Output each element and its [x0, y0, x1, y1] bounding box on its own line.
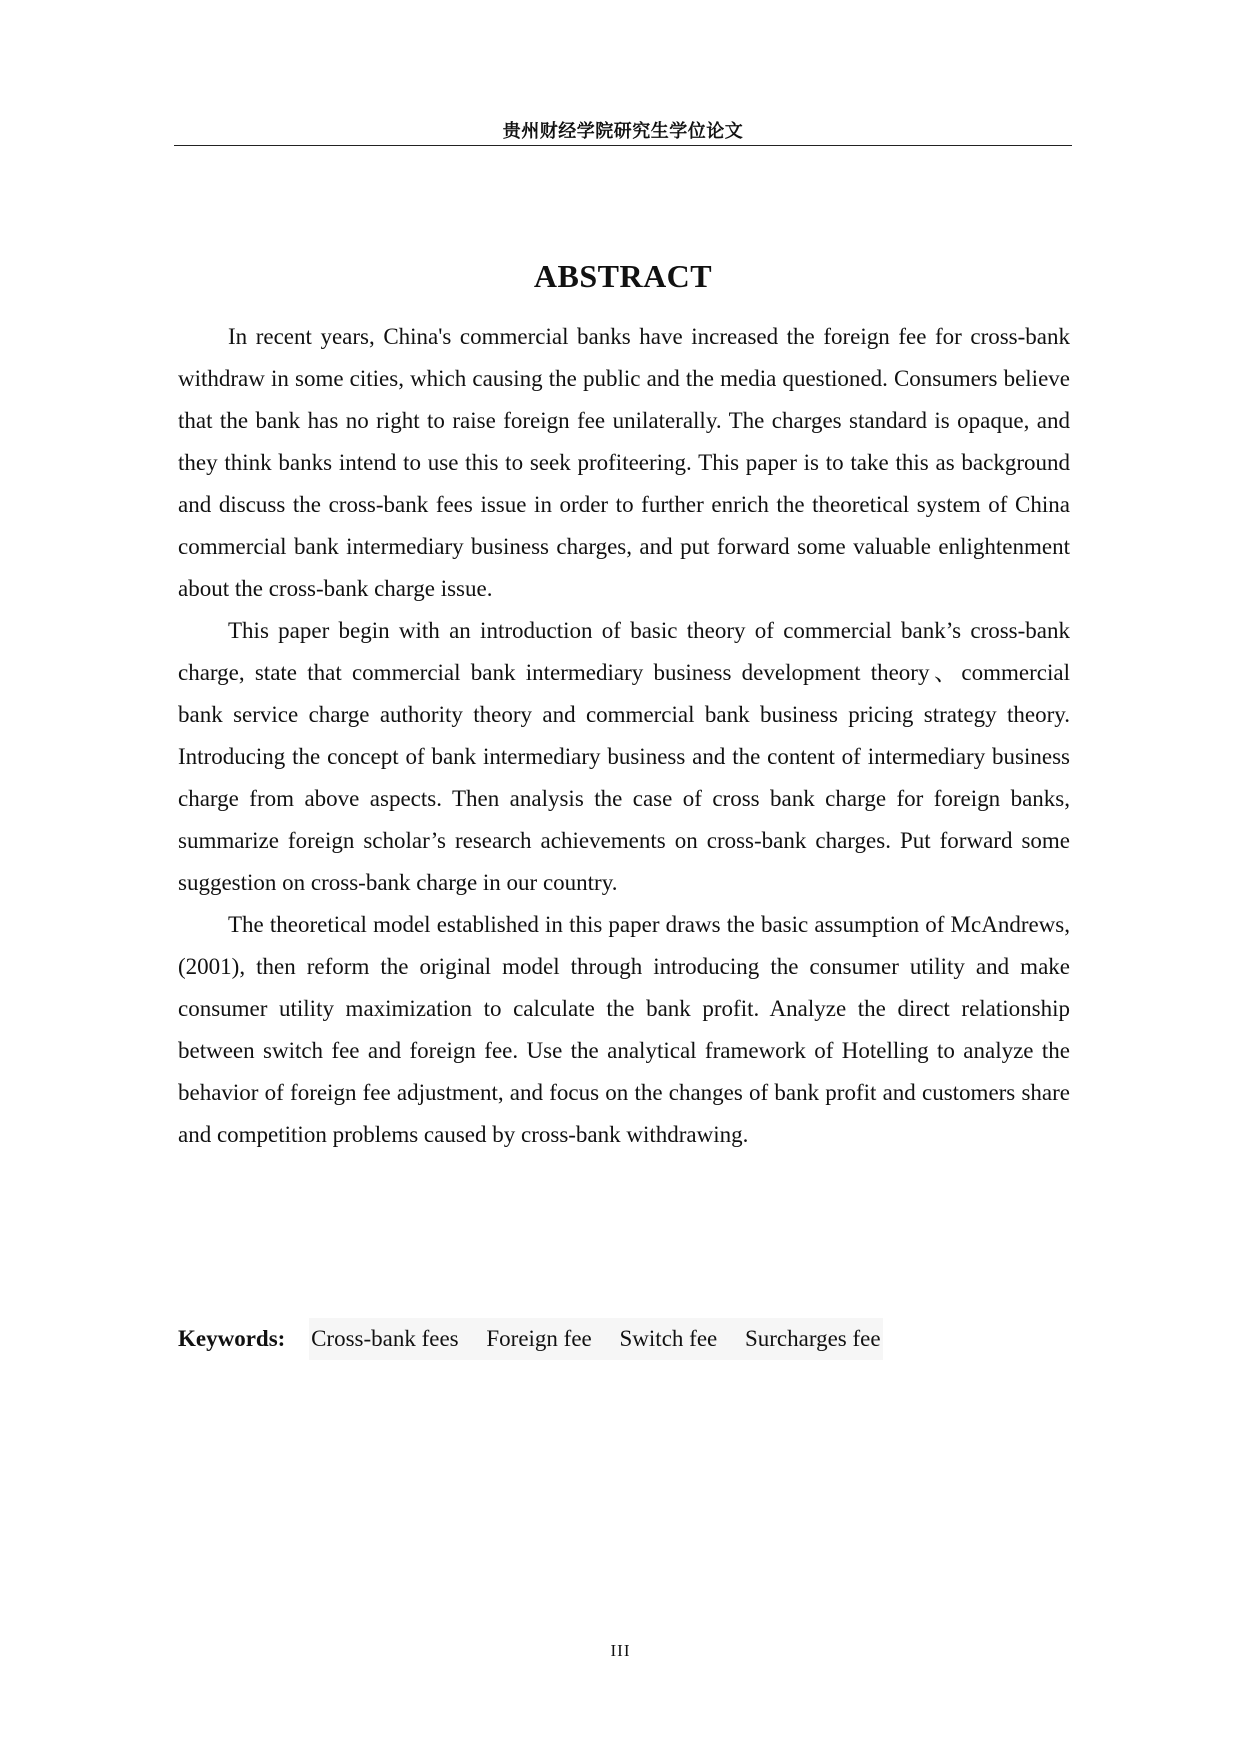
keyword-item: Switch fee — [619, 1326, 718, 1351]
abstract-paragraph-2: This paper begin with an introduction of basic theory of commercial bank’s cross-bank charge, state that commercial bank intermediary business development theory、commercial bank service charge authority theory and commercial bank business pricing strategy theory. Introducing the concept of bank intermediary business and the content of intermediary business charge from above aspects. Then analysis the case of cross bank charge for foreign banks, summarize foreign scholar’s research achievements on cross-bank charges. Put forward some suggestion on cross-bank charge in our country. — [178, 618, 1070, 895]
running-header: 贵州财经学院研究生学位论文 — [502, 121, 744, 142]
abstract-body — [178, 316, 1070, 1156]
keywords-line — [178, 1318, 883, 1360]
keywords-list — [309, 1318, 883, 1360]
header-rule — [174, 145, 1072, 146]
abstract-paragraph-1: In recent years, China's commercial banks have increased the foreign fee for cross-bank withdraw in some cities, which causing the public and the media questioned. Consumers believe that the bank has no right to raise foreign fee unilaterally. The charges standard is opaque, and they think banks intend to use this to seek profiteering. This paper is to take this as background and discuss the cross-bank fees issue in order to further enrich the theoretical system of China commercial bank intermediary business charges, and put forward some valuable enlightenment about the cross-bank charge issue. — [178, 324, 1070, 601]
keywords-label: Keywords: — [178, 1326, 286, 1351]
keyword-item: Cross-bank fees — [311, 1326, 459, 1351]
page-number: III — [610, 1641, 631, 1660]
keyword-item: Surcharges fee — [744, 1326, 881, 1351]
abstract-title: ABSTRACT — [533, 258, 713, 294]
keyword-item: Foreign fee — [486, 1326, 592, 1351]
abstract-paragraph-3: The theoretical model established in this paper draws the basic assumption of McAndrews,(2001), then reform the original model through introducing the consumer utility and make consumer utility maximization to calculate the bank profit. Analyze the direct relationship between switch fee and foreign fee. Use the analytical framework of Hotelling to analyze the behavior of foreign fee adjustment, and focus on the changes of bank profit and customers share and competition problems caused by cross-bank withdrawing. — [178, 912, 1070, 1147]
